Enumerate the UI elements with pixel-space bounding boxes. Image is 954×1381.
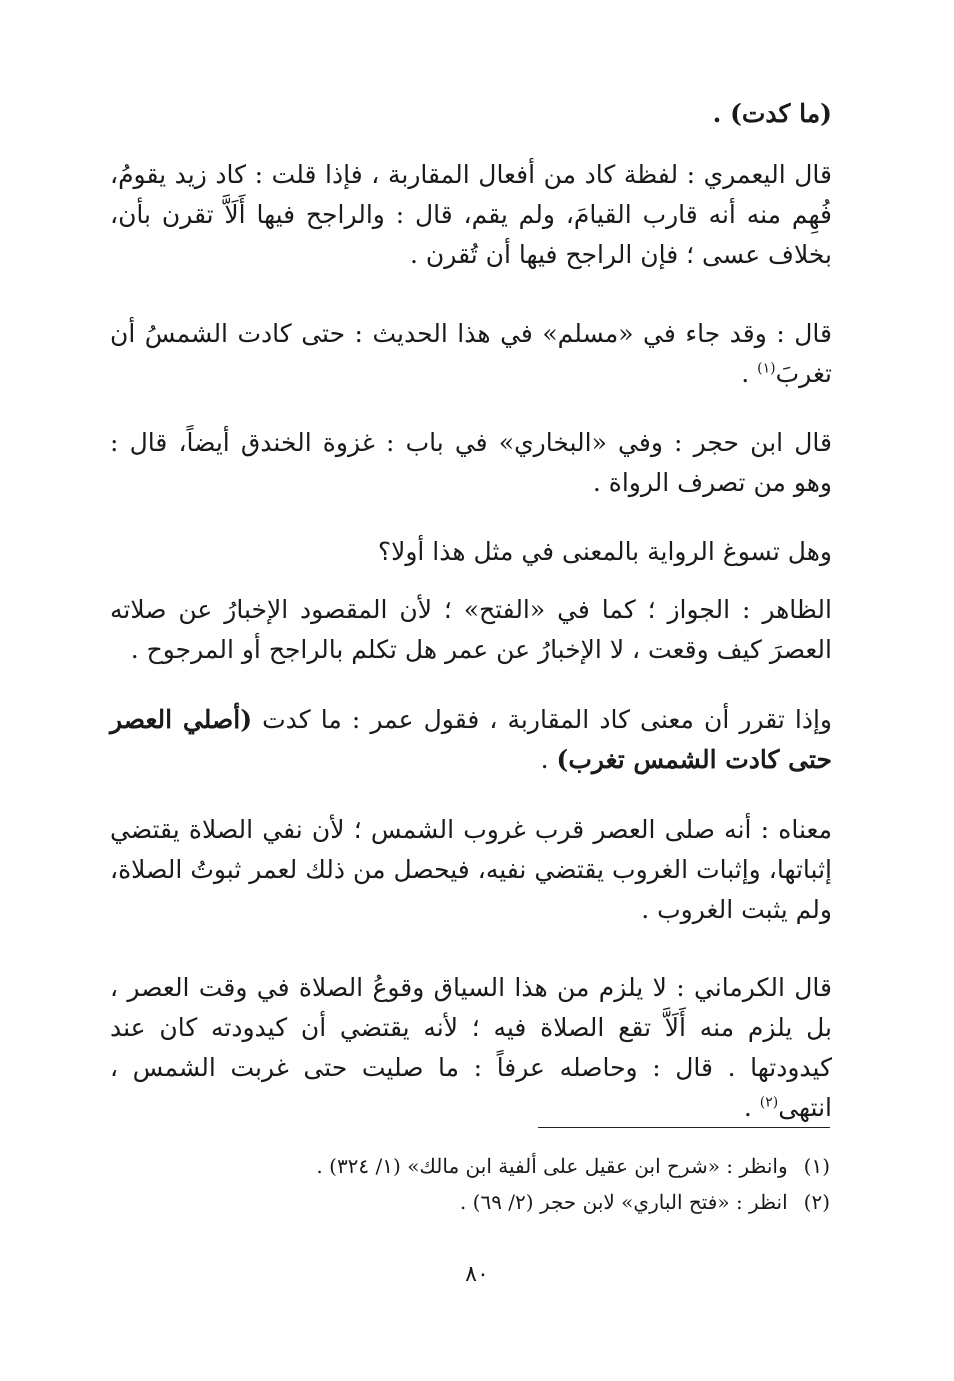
paragraph-3 bbox=[110, 314, 832, 394]
paragraph-8 bbox=[110, 810, 832, 930]
paragraph-2 bbox=[110, 155, 832, 275]
page-number: ٨٠ bbox=[465, 1262, 489, 1287]
paragraph-1 bbox=[110, 94, 832, 134]
paragraph-5 bbox=[110, 532, 832, 572]
paragraph-4-text: قال ابن حجر : وفي «البخاري» في باب : غزوة الخندق أيضاً، قال : وهو من تصرف الرواة . bbox=[110, 428, 832, 497]
paragraph-9-end: . bbox=[743, 1093, 760, 1122]
footnote-divider bbox=[538, 1127, 830, 1128]
paragraph-1-text: (ما كدت) . bbox=[712, 99, 832, 128]
paragraph-5-text: وهل تسوغ الرواية بالمعنى في مثل هذا أولا؟ bbox=[377, 537, 832, 566]
paragraph-7-text: وإذا تقرر أن معنى كاد المقاربة ، فقول عمر : ما كدت bbox=[252, 705, 832, 734]
paragraph-2-text: قال اليعمري : لفظة كاد من أفعال المقاربة ، فإذا قلت : كاد زيد يقومُ، فُهِم منه أنه قارب القيامَ، ولم يقم، قال : والراجح فيها أَلَاَّ تقرن بأن، بخلاف عسى ؛ فإن الراجح فيها أن تُقرن . bbox=[110, 160, 832, 269]
paragraph-4 bbox=[110, 423, 832, 503]
paragraph-3-text: قال : وقد جاء في «مسلم» في هذا الحديث : حتى كادت الشمسُ أن تغربَ bbox=[110, 319, 832, 388]
paragraph-6-text: الظاهر : الجواز ؛ كما في «الفتح» ؛ لأن المقصود الإخبارُ عن صلاته العصرَ كيف وقعت ، لا الإخبارُ عن عمر هل تكلم بالراجح أو المرجوح . bbox=[110, 595, 832, 664]
footnote-2 bbox=[300, 1188, 830, 1216]
footnote-ref-2: (٢) bbox=[759, 1094, 779, 1111]
footnote-ref-1: (١) bbox=[757, 360, 776, 377]
paragraph-7 bbox=[110, 700, 832, 780]
paragraph-3-end: . bbox=[741, 359, 758, 388]
paragraph-7-end: . bbox=[540, 745, 557, 774]
paragraph-6 bbox=[110, 590, 832, 670]
footnote-1-number: (١) bbox=[803, 1154, 830, 1178]
paragraph-7-quote: (أصلي العصر حتى كادت الشمس تغرب) bbox=[110, 705, 832, 774]
paragraph-9 bbox=[110, 968, 832, 1128]
paragraph-9-text: قال الكرماني : لا يلزم من هذا السياق وقوعُ الصلاة في وقت العصر ، بل يلزم منه أَلَاَّ تقع الصلاة فيه ؛ لأنه يقتضي أن كيدودته كان عند كيدودتها . قال : وحاصله عرفاً : ما صليت حتى غربت الشمس ، انتهى bbox=[110, 973, 832, 1122]
footnote-1 bbox=[300, 1152, 830, 1180]
paragraph-8-text: معناه : أنه صلى العصر قرب غروب الشمس ؛ لأن نفي الصلاة يقتضي إثباتها، وإثبات الغروب يقتضي نفيه، فيحصل من ذلك لعمر ثبوتُ الصلاة، ولم يثبت الغروب . bbox=[110, 815, 832, 924]
footnote-2-number: (٢) bbox=[803, 1190, 830, 1214]
footnote-2-text: انظر : «فتح الباري» لابن حجر (٢/ ٦٩) . bbox=[459, 1190, 788, 1214]
footnote-1-text: وانظر : «شرح ابن عقيل على ألفية ابن مالك» (١/ ٣٢٤) . bbox=[316, 1154, 788, 1178]
